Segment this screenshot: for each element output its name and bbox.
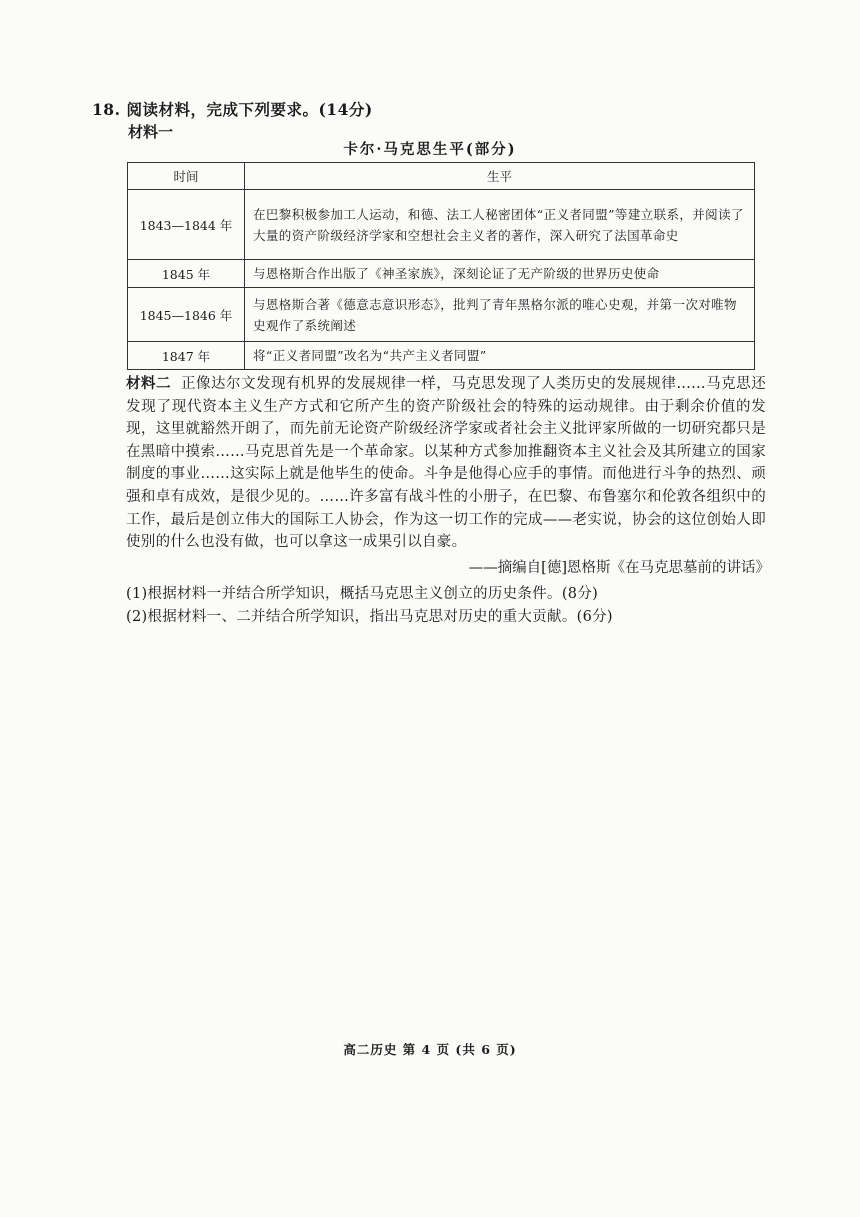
table-caption: 卡尔·马克思生平(部分) [343, 141, 517, 158]
table-row [128, 260, 755, 288]
row-year: 1845—1846 年 [128, 288, 245, 342]
header-time: 时间 [128, 163, 245, 190]
question-number: 18. [92, 100, 121, 119]
table-row [128, 342, 755, 370]
table-row [128, 190, 755, 260]
material-1-label: 材料一 [128, 123, 174, 141]
row-event: 将“正义者同盟”改名为“共产主义者同盟” [245, 342, 755, 370]
material-2-text: 正像达尔文发现有机界的发展规律一样，马克思发现了人类历史的发展规律……马克思还发现了现代资本主义生产方式和它所产生的资产阶级社会的特殊的运动规律。由于剩余价值的发现，这里就豁然开朗了，而先前无论资产阶级经济学家或者社会主义批评家所做的一切研究都只是在黑暗中摸索……马克思首先是一个革命家。以某种方式参加推翻资本主义社会及其所建立的国家制度的事业……这实际上就是他毕生的使命。斗争是他得心应手的事情。而他进行斗争的热烈、顽强和卓有成效，是很少见的。……许多富有战斗性的小册子，在巴黎、布鲁塞尔和伦敦各组织中的工作，最后是创立伟大的国际工人协会，作为这一切工作的完成——老实说，协会的这位创始人即使别的什么也没有做，也可以拿这一成果引以自豪。 [126, 376, 766, 551]
row-event: 在巴黎积极参加工人运动，和德、法工人秘密团体“正义者同盟”等建立联系，并阅读了大量的资产阶级经济学家和空想社会主义者的著作，深入研究了法国革命史 [245, 190, 755, 260]
table-row [128, 288, 755, 342]
subquestion-1: (1)根据材料一并结合所学知识，概括马克思主义创立的历史条件。(8分) [126, 586, 599, 602]
row-year: 1843—1844 年 [128, 190, 245, 260]
header-life: 生平 [245, 163, 755, 190]
question-prompt: 阅读材料，完成下列要求。(14分) [126, 100, 373, 119]
question-heading [92, 98, 373, 120]
material-2-label: 材料二 [126, 375, 172, 392]
row-event: 与恩格斯合著《德意志意识形态》，批判了青年黑格尔派的唯心史观，并第一次对唯物史观作了系统阐述 [245, 288, 755, 342]
row-year: 1845 年 [128, 260, 245, 288]
subquestion-2: (2)根据材料一、二并结合所学知识，指出马克思对历史的重大贡献。(6分) [126, 609, 613, 625]
row-year: 1847 年 [128, 342, 245, 370]
row-event: 与恩格斯合作出版了《神圣家族》，深刻论证了无产阶级的世界历史使命 [245, 260, 755, 288]
marx-life-table [127, 162, 755, 370]
material-2-paragraph [126, 373, 766, 554]
page-footer: 高二历史 第 4 页 (共 6 页) [343, 1042, 517, 1057]
table-header-row [128, 163, 755, 190]
material-2-source: ——摘编自[德]恩格斯《在马克思墓前的讲话》 [468, 560, 770, 576]
